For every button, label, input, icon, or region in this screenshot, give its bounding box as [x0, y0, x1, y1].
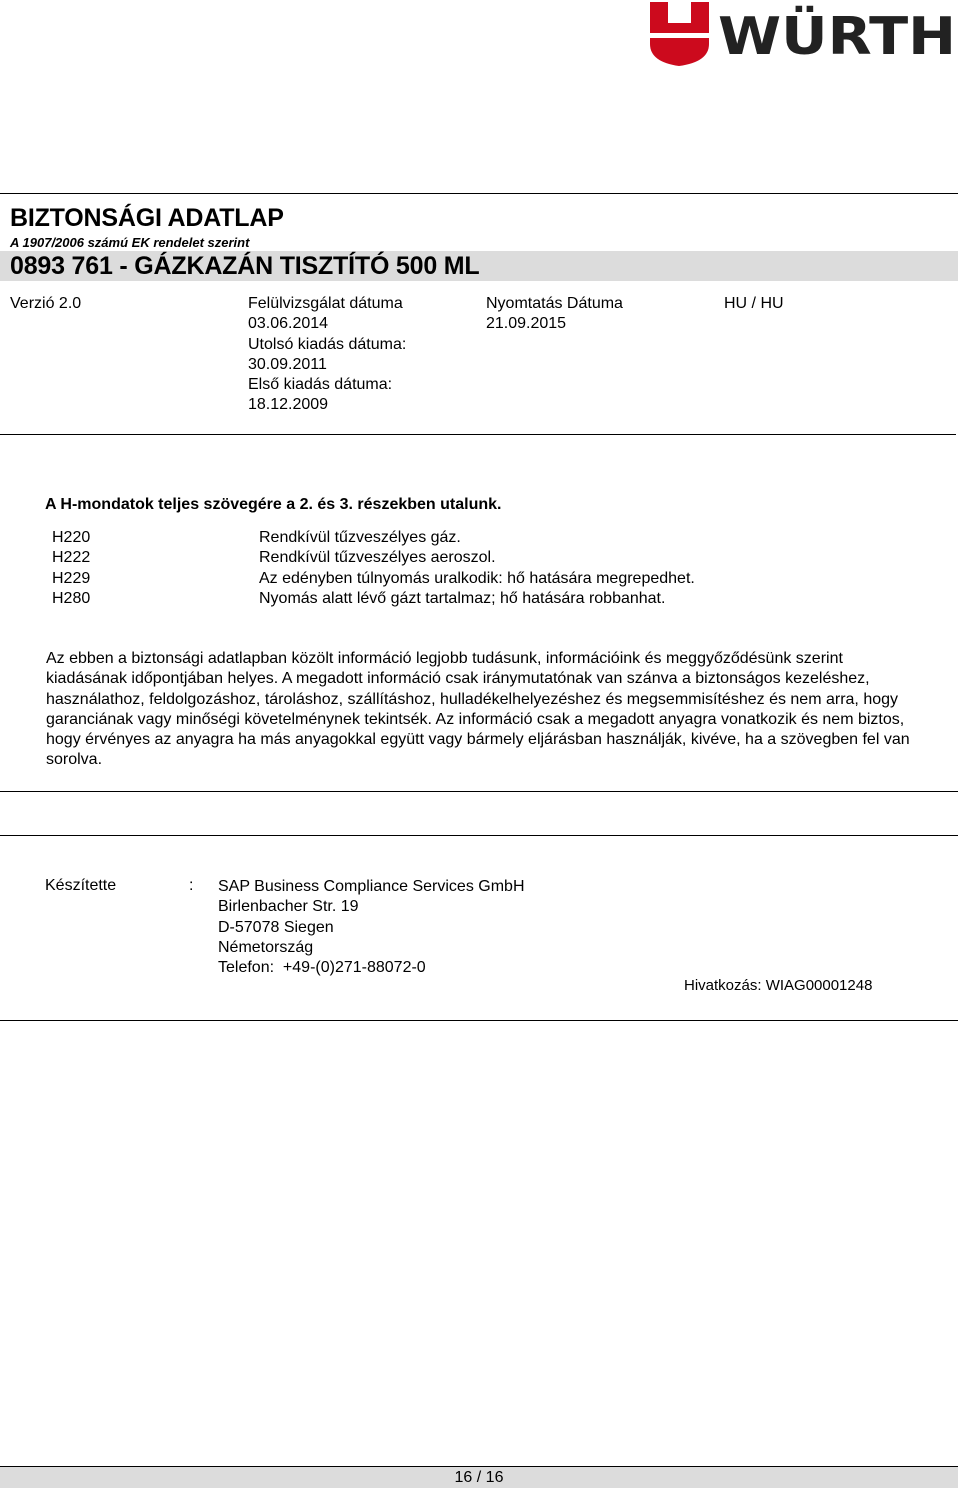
document-title: BIZTONSÁGI ADATLAP: [10, 204, 284, 232]
first-issue-date: 18.12.2009: [248, 396, 329, 414]
print-date: 21.09.2015: [486, 315, 567, 333]
street: Birlenbacher Str. 19: [218, 898, 359, 916]
header-rule: [0, 193, 958, 194]
language: [724, 294, 784, 314]
print-label: Nyomtatás Dátuma: [486, 295, 623, 312]
revision-date: 03.06.2014: [248, 315, 329, 333]
h-statements-intro: A H-mondatok teljes szövegére a 2. és 3. részekben utalunk.: [45, 496, 502, 513]
h-codes: [52, 528, 90, 609]
disclaimer-text: Az ebben a biztonsági adatlapban közölt információ legjobb tudásunk, információink és meggyőződésünk szerint kiadásának időpontjában helyes. A megadott információ csak iránymutatónak van szánva a biztonságos kezeléshez, használathoz, feldolgozáshoz, tároláshoz, szállításhoz, hulladékelhelyezéshez és megsemmisítéshez és nem arra, hogy garanciának vagy minőségi követelménynek tekintsék. Az információ csak a megadott anyagra vonatkozik és nem biztos, hogy érvényes az anyagra ha más anyagokkal együtt vagy bármely eljárásban használják, kivéve, ha a szövegben fel van sorolva.: [46, 650, 910, 769]
phone: Telefon: +49-(0)271-88072-0: [218, 959, 426, 977]
h-text: Rendkívül tűzveszélyes aeroszol.: [259, 549, 496, 567]
language-text: HU / HU: [724, 295, 784, 312]
product-name: 0893 761 - GÁZKAZÁN TISZTÍTÓ 500 ML: [10, 252, 480, 280]
wurth-logo: [648, 0, 958, 68]
h-text: Az edényben túlnyomás uralkodik: hő hatására megrepedhet.: [259, 569, 695, 587]
first-issue-label: Első kiadás dátuma:: [248, 376, 393, 394]
city: D-57078 Siegen: [218, 918, 334, 936]
reference-code: Hivatkozás: WIAG00001248: [684, 977, 873, 994]
prepared-top-rule: [0, 835, 958, 836]
meta-rule: [0, 434, 956, 435]
prepared-bottom-rule: [0, 1020, 958, 1021]
print-date-block: [486, 294, 623, 335]
wurth-logo-wordmark: WÜRTH: [718, 7, 935, 67]
version: [10, 294, 81, 314]
disclaimer-rule: [0, 791, 958, 792]
h-text: Rendkívül tűzveszélyes gáz.: [259, 529, 461, 546]
h-code: H222: [52, 549, 91, 567]
h-texts: [259, 528, 695, 609]
h-code: H280: [52, 589, 91, 607]
country: Németország: [218, 938, 314, 956]
revision-dates: [248, 294, 406, 416]
revision-label: Felülvizsgálat dátuma: [248, 295, 403, 312]
prepared-by-colon: :: [189, 877, 194, 894]
prepared-by-address: [218, 877, 525, 978]
version-text: Verzió 2.0: [10, 295, 82, 312]
page-number: 16 / 16: [454, 1469, 504, 1486]
last-issue-label: Utolsó kiadás dátuma:: [248, 335, 407, 353]
last-issue-date: 30.09.2011: [248, 355, 327, 373]
regulation-subtitle: A 1907/2006 számú EK rendelet szerint: [10, 235, 250, 250]
h-code: H229: [52, 569, 91, 587]
h-text: Nyomás alatt lévő gázt tartalmaz; hő hatására robbanhat.: [259, 589, 666, 607]
prepared-by-label: Készítette: [45, 877, 117, 894]
company-name: SAP Business Compliance Services GmbH: [218, 878, 525, 895]
h-code: H220: [52, 529, 91, 546]
